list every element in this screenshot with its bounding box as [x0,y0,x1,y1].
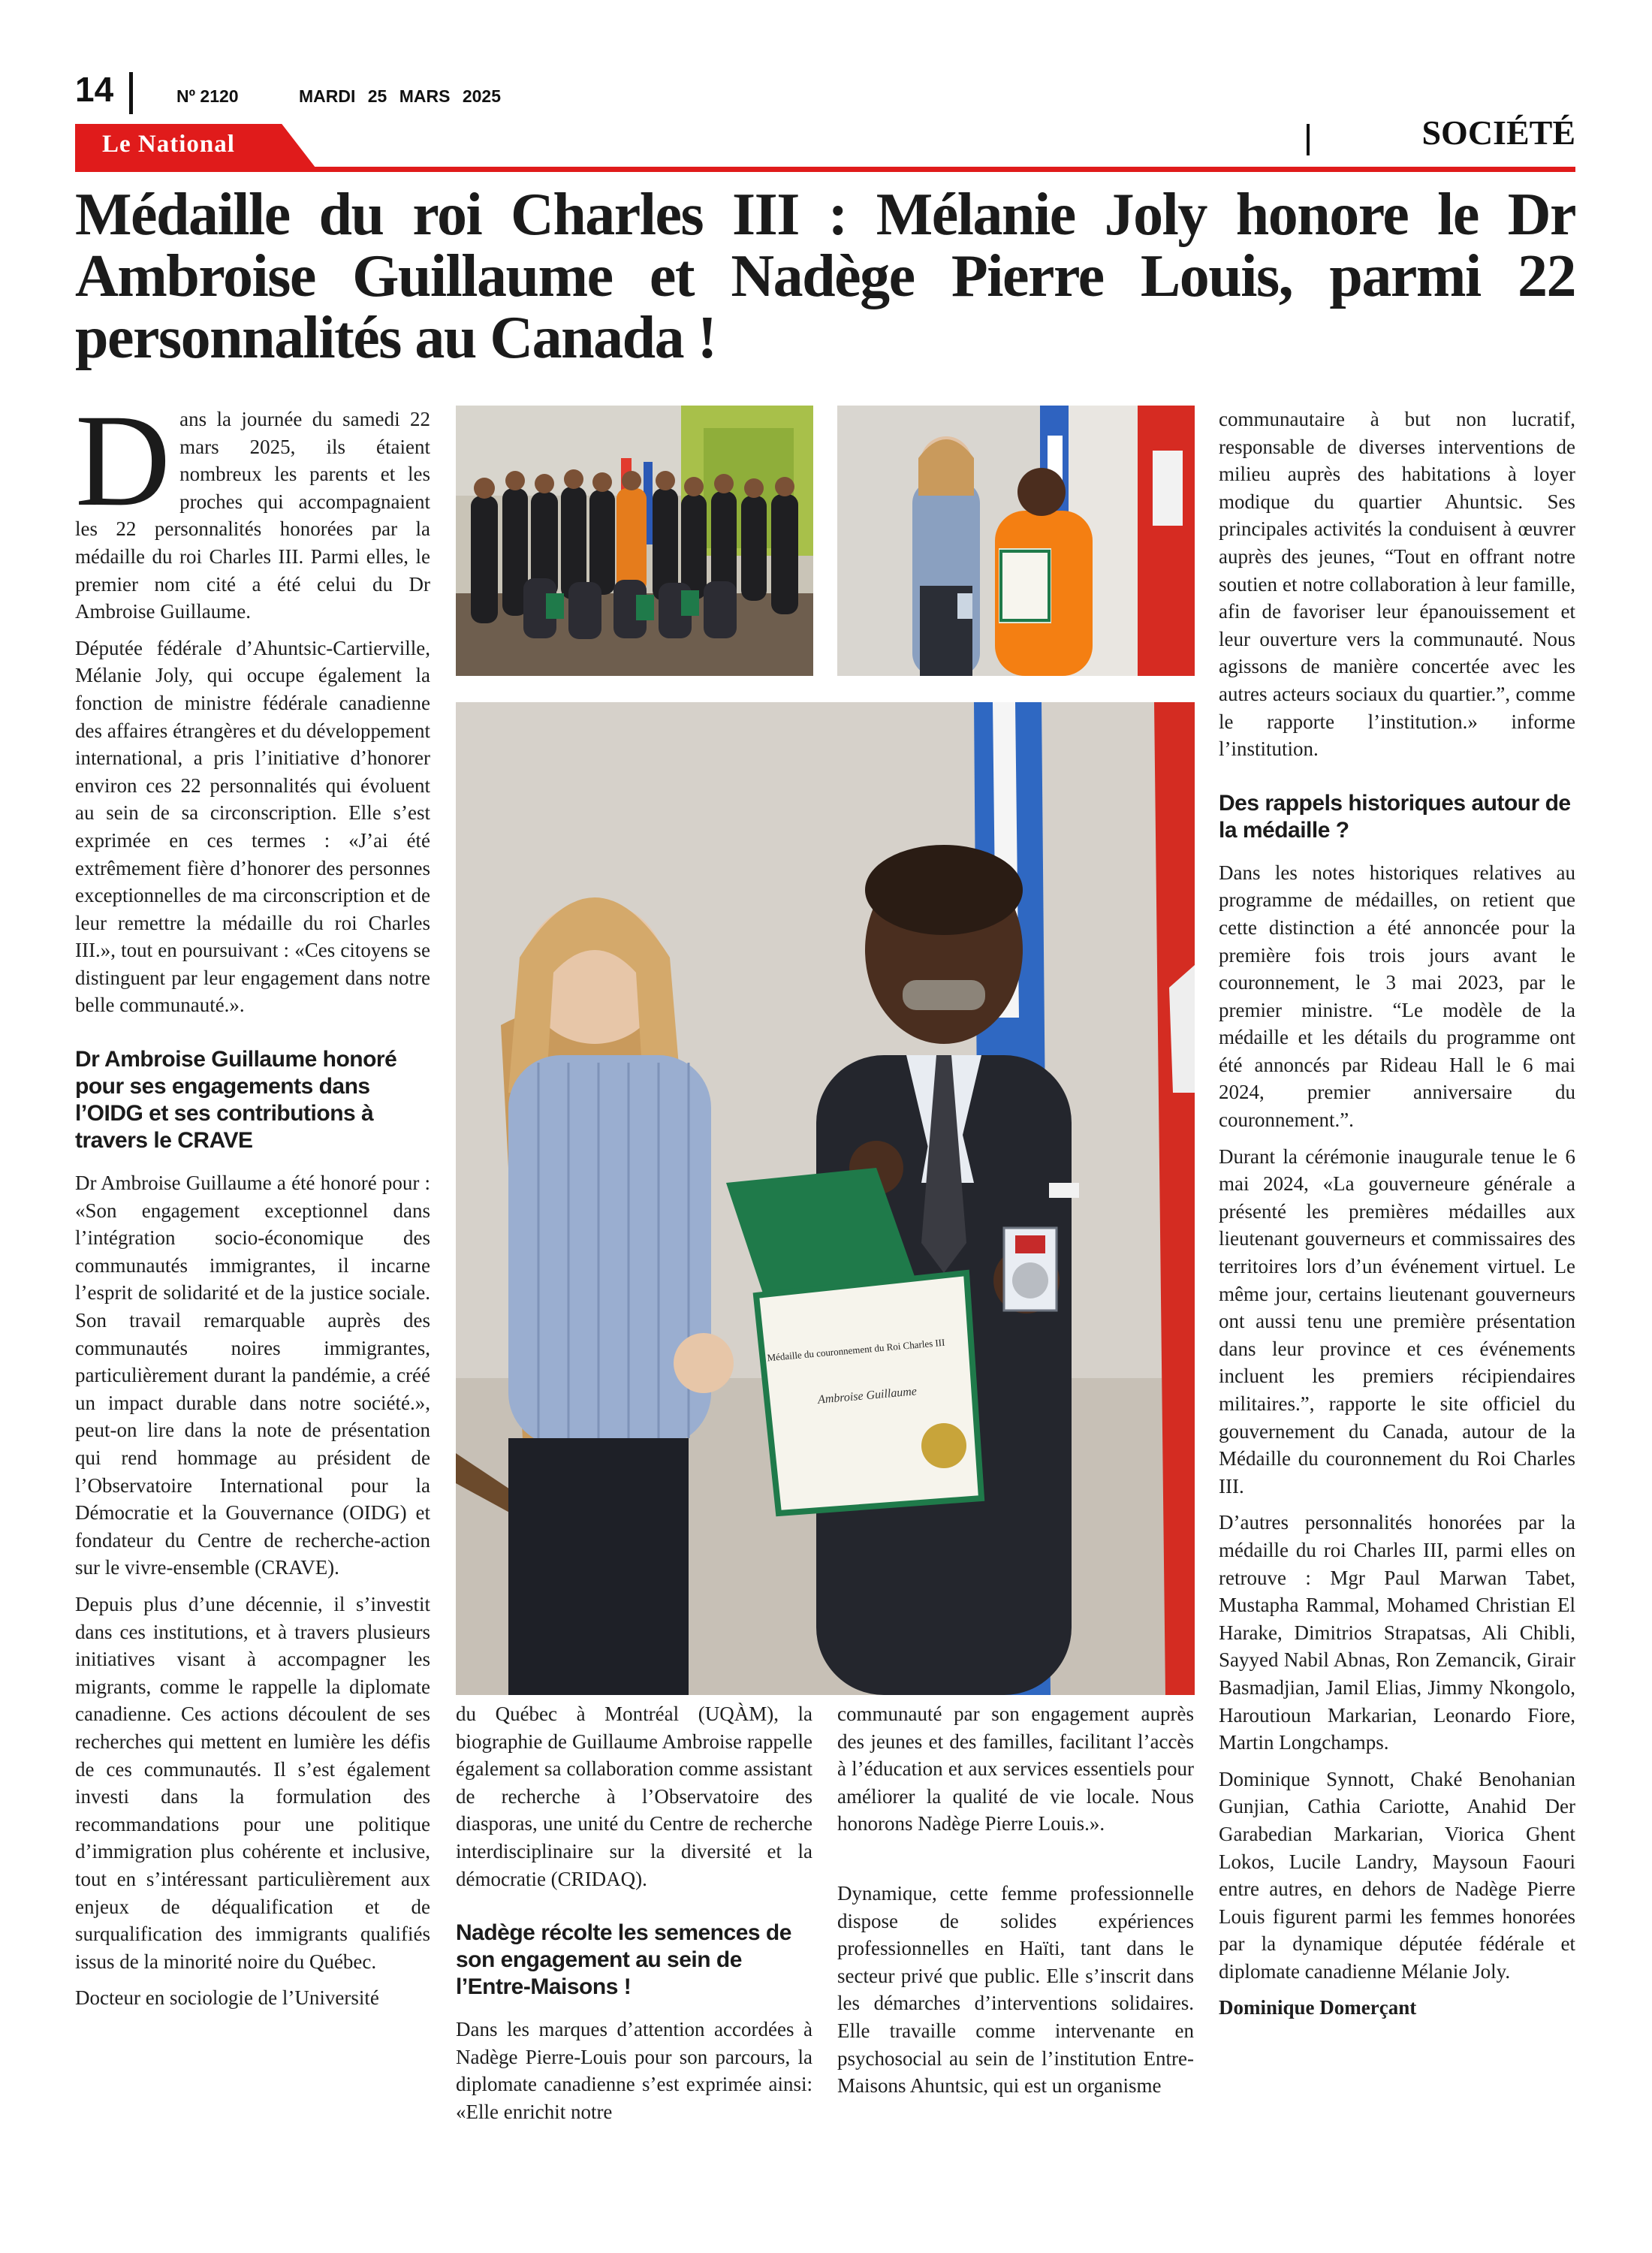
subheading: Dr Ambroise Guillaume honoré pour ses engagements dans l’OIDG et ses contributions à travers le CRAVE [75,1047,397,1154]
headline: Médaille du roi Charles III : Mélanie Joly honore le Dr Ambroise Guillaume et Nadège Pierre Louis, parmi 22 personnalités au Canada ! [75,182,1575,371]
certificate-title: Médaille du couronnement du Roi Charles III [766,1336,945,1364]
article-column-3 [837,1700,1194,2109]
article-column-4 [1219,406,1575,2031]
page-number: 14 [75,70,114,109]
paragraph: Docteur en sociologie de l’Université [75,1986,379,2010]
issue-number: Nº 2120 [176,86,239,106]
paragraph: du Québec à Montréal (UQÀM), la biographie de Guillaume Ambroise rappelle également sa collaboration comme assistant de recherche à l’Observatoire des diasporas, une unité du Centre de recherche interdisciplinaire sur la diversité et la démocratie (CRIDAQ). [456,1703,812,1890]
main-photo [456,702,1195,1695]
subheading: Nadège récolte les semences de son engagement au sein de l’Entre-Maisons ! [456,1920,791,2000]
paragraph: communautaire à but non lucratif, responsable de diverses interventions de milieu auprès des habitations à loyer modique du quartier Ahuntsic. Ses principales activités la conduisent à œuvrer auprès des jeunes, “Tout en offrant notre soutien et notre collaboration à leur famille, afin de favoriser leur épanouissement et leur ouverture vers la communauté. Nous agissons de manière concertée avec les autres acteurs sociaux du quartier.”, comme le rapporte l’institution.» informe l’institution. [1219,408,1575,761]
page-number-divider [129,72,133,114]
header-rule [75,167,1575,172]
article-column-1 [75,388,430,2021]
section-divider [1307,124,1310,155]
paragraph: Dr Ambroise Guillaume a été honoré pour : «Son engagement exceptionnel dans l’intégration socio-économique des communautés immigrantes, il incarne l’esprit de solidarité et de la justice sociale. Son travail remarquable auprès des communautés noires immigrantes, particulièrement durant la pandémie, a créé un impact durable dans notre société.», peut-on lire dans la note de présentation qui rend hommage au président de l’Observatoire International pour la Démocratie et la Gouvernance (OIDG) et fondateur du Centre de recherche-action sur le vivre-ensemble (CRAVE). [75,1172,430,1579]
paragraph: D’autres personnalités honorées par la médaille du roi Charles III, parmi elles on retrouve : Mgr Paul Marwan Tabet, Mustapha Rammal, Mohamed Christian El Harake, Dimitrios Strapatsas, Ali Chibli, Sayyed Nabil Abnas, Ron Zemancik, Girair Basmadjian, Jamil Elias, Jimmy Nkongolo, Haroutioun Markarian, Leonardo Fiore, Martin Longchamps. [1219,1511,1575,1754]
lead-paragraph [75,388,430,626]
section-name: SOCIÉTÉ [1421,113,1575,152]
paragraph: communauté par son engagement auprès des jeunes et des familles, facilitant l’accès à l’éducation et aux services essentiels pour améliorer la qualité de vie locale. Nous honorons Nadège Pierre Louis.». [837,1703,1194,1835]
subheading: Des rappels historiques autour de la médaille ? [1219,790,1571,843]
paragraph: Députée fédérale d’Ahuntsic-Cartierville, Mélanie Joly, qui occupe également la fonction de ministre fédérale canadienne des affaires étrangères et du développement international, a pris l’initiative d’honorer environ ces 22 personnalités qui évoluent au sein de sa circonscription. Elle s’est exprimée en ces termes : «J’ai été extrêmement fière d’honorer des personnes exceptionnelles de ma circonscription et de leur remettre la médaille du roi Charles III.», tout en poursuivant : «Ces citoyens se distinguent par leur engagement dans notre belle communauté.». [75,636,430,1017]
duo-photo [837,406,1195,676]
paragraph: Dans les notes historiques relatives au programme de médailles, on retient que cette distinction a été annoncée pour la première fois trois jours avant le couronnement, le 3 mai 2023, par le premier ministre. “Le modèle de la médaille et les détails du programme ont été annoncés par Rideau Hall le 6 mai 2024, premier anniversaire du couronnement.”. [1219,861,1575,1132]
publication-date: MARDI 25 MARS 2025 [299,86,502,106]
paragraph: Durant la cérémonie inaugurale tenue le 6 mai 2024, «La gouverneure générale a présenté les premières médailles aux lieutenant gouverneurs et commissaires des territoires lors d’un événement virtuel. Le même jour, certains lieutenant gouverneurs ont aussi tenu une première présentation dans leur province et ces événements incluent les premiers récipiendaires militaires.”, rapporte le site officiel du gouvernement du Canada, autour de la Médaille du couronnement du Roi Charles III. [1219,1145,1575,1497]
lead-paragraph-text: ans la journée du samedi 22 mars 2025, ils étaient nombreux les parents et les proches qui accompagnaient les 22 personnalités honorées par la médaille du roi Charles III. Parmi elles, le premier nom cité a été celui du Dr Ambroise Guillaume. [75,408,430,623]
brand-name: Le National [102,131,235,158]
paragraph: Dans les marques d’attention accordées à Nadège Pierre-Louis pour son parcours, la diplomate canadienne s’est exprimée ainsi: «Elle enrichit notre [456,2018,812,2123]
article-column-2 [456,1700,812,2135]
paragraph: Depuis plus d’une décennie, il s’investit dans ces institutions, et à travers plusieurs initiatives visant à accompagner les migrants, comme le rappelle la diplomate canadienne. Ces actions découlent de ses recherches qui mettent en lumière les défis de ces communautés. Il s’est également investi dans la formulation des recommandations pour une politique d’immigration plus cohérente et inclusive, tout en s’intéressant particulièrement aux enjeux de déqualification et de surqualification des immigrants qualifiés issus de la minorité noire du Québec. [75,1592,430,1973]
author-signature: Dominique Domerçant [1219,1996,1417,2019]
group-photo [456,406,813,676]
paragraph: Dynamique, cette femme professionnelle dispose de solides expériences professionnelles en Haïti, tant dans le secteur privé que public. Elle s’inscrit dans les démarches d’interventions solidaires. Elle travaille comme intervenante en psychosocial au sein de l’institution Entre-Maisons Ahuntsic, qui est un organisme [837,1881,1194,2098]
paragraph: Dominique Synnott, Chaké Benohanian Gunjian, Cathia Cariotte, Anahid Der Garabedian Markarian, Viorica Ghent Lokos, Lucile Landry, Maysoun Faouri entre autres, en dehors de Nadège Pierre Louis figurent parmi les femmes honorées par la dynamique députée fédérale et diplomate canadienne Mélanie Joly. [1219,1767,1575,1983]
certificate-recipient: Ambroise Guillaume [817,1385,918,1407]
drop-cap: D [75,388,171,534]
